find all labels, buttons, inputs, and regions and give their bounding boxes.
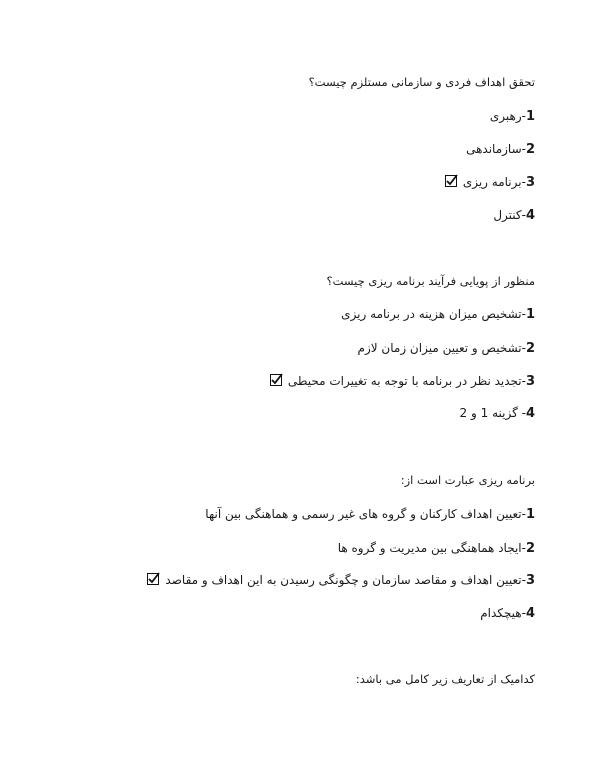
option-label: -تشخیص میزان هزینه در برنامه ریزی [341,307,526,321]
q2-option-4 [460,405,535,422]
question-2: منظور از پویایی فرآیند برنامه ریزی چیست؟ [326,274,535,288]
question-4: کدامیک از تعاریف زیر کامل می باشد: [355,672,535,686]
option-label: -تشخیص و تعیین میزان زمان لازم [357,341,526,355]
q1-option-4 [493,207,535,224]
question-3: برنامه ریزی عبارت است از: [400,473,535,487]
q2-option-2 [358,340,535,357]
option-number: 1 [525,307,535,322]
q2-option-3 [270,373,535,390]
checked-checkbox-icon [270,374,282,386]
option-label: -تعیین اهداف و مقاصد سازمان و چگونگی رسیدن به این اهداف و مقاصد [165,573,526,587]
option-label: -تجدید نظر در برنامه با توجه به تغییرات محیطی [287,374,526,388]
option-label: -ایجاد هماهنگی بین مدیریت و گروه ها [337,541,526,555]
option-label: -کنترل [493,208,526,222]
option-label: -هیچکدام [480,606,526,620]
option-number: 1 [525,507,535,522]
option-number: 4 [525,208,535,223]
q3-option-1 [205,506,535,523]
option-label: -تعیین اهداف کارکنان و گروه های غیر رسمی و هماهنگی بین آنها [205,507,526,521]
option-label: - گزینه 1 و 2 [459,406,526,420]
option-number: 1 [525,109,535,124]
option-number: 2 [525,541,535,556]
option-label: -برنامه ریزی [462,175,526,189]
option-number: 3 [525,374,535,389]
option-number: 4 [525,606,535,621]
option-number: 2 [525,341,535,356]
option-number: 3 [525,573,535,588]
question-1: تحقق اهداف فردی و سازمانی مستلزم چیست؟ [308,75,535,89]
option-label: -سازماندهی [466,142,526,156]
q3-option-3 [147,572,535,589]
q1-option-3 [445,174,535,191]
q1-option-1 [490,108,535,125]
q3-option-4 [480,605,535,622]
option-number: 4 [525,406,535,421]
checked-checkbox-icon [445,175,457,187]
q2-option-1 [341,306,535,323]
q1-option-2 [466,141,535,158]
q3-option-2 [338,540,535,557]
option-label: -رهبری [489,109,526,123]
checked-checkbox-icon [147,573,159,585]
option-number: 2 [525,142,535,157]
option-number: 3 [525,175,535,190]
